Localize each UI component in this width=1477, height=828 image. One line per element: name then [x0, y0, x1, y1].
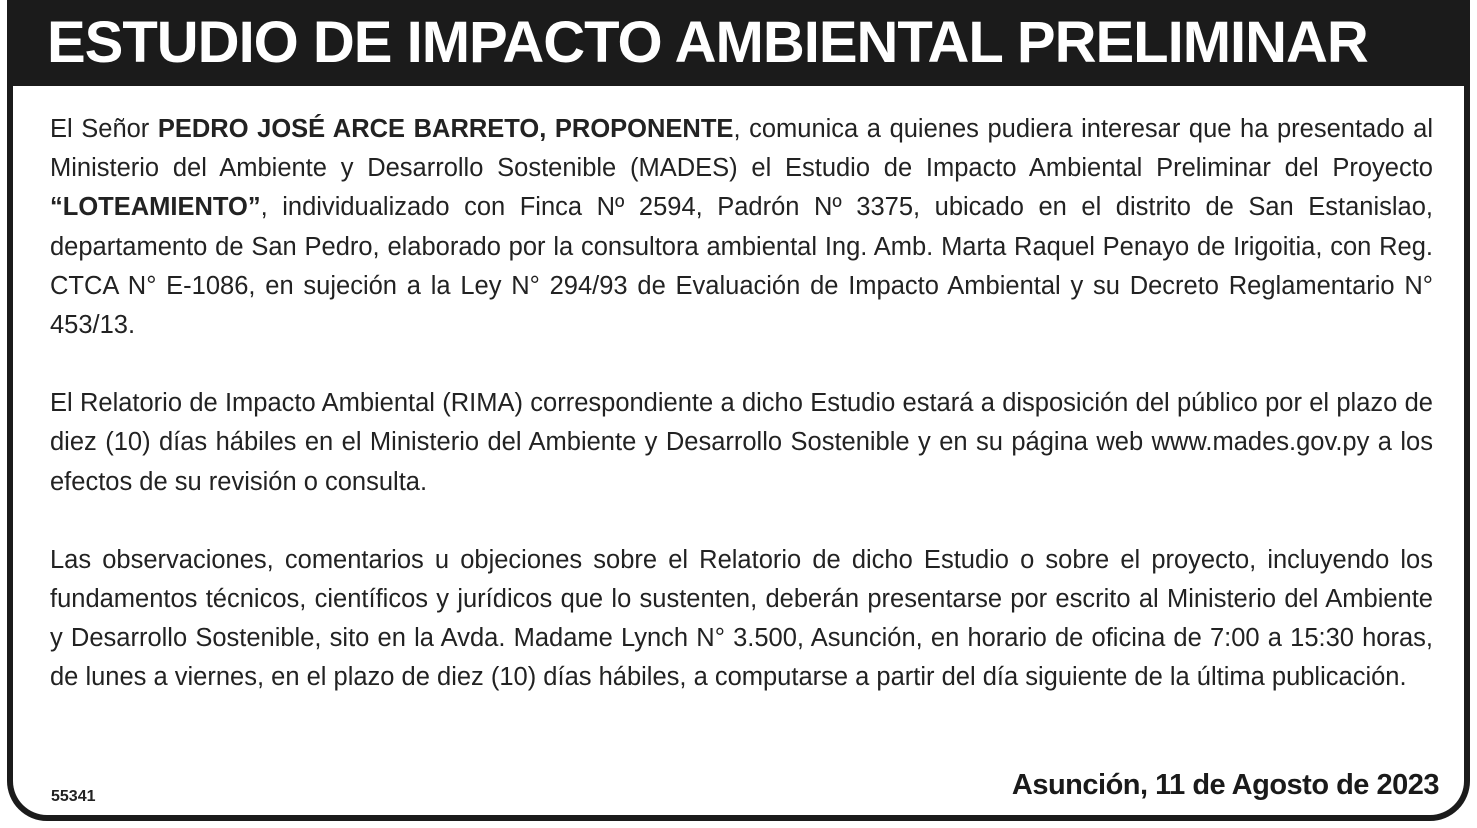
paragraph-1-intro: El Señor [50, 115, 158, 143]
project-name: “LOTEAMIENTO” [50, 193, 261, 222]
public-notice [7, 0, 1470, 821]
paragraph-rima: El Relatorio de Impacto Ambiental (RIMA) correspondiente a dicho Estudio estará a disposición del público por el plazo de diez (10) días hábiles en el Ministerio del Ambiente y Desarrollo Sostenible y en su página web www.mades.gov.py a los efectos de su revisión o consulta. [50, 389, 1433, 496]
reference-number: 55341 [51, 788, 96, 805]
paragraph-observations: Las observaciones, comentarios u objeciones sobre el Relatorio de dicho Estudio o sobre el proyecto, incluyendo los fundamentos técnicos, científicos y jurídicos que lo sustenten, deberán presentarse por escrito al Ministerio del Ambiente y Desarrollo Sostenible, sito en la Avda. Madame Lynch N° 3.500, Asunción, en horario de oficina de 7:00 a 15:30 horas, de lunes a viernes, en el plazo de diez (10) días hábiles, a computarse a partir del día siguiente de la última publicación. [50, 545, 1433, 692]
proponent-name: PEDRO JOSÉ ARCE BARRETO, PROPONENTE [157, 115, 734, 143]
paragraph-proponent [50, 110, 1433, 345]
notice-body [50, 110, 1433, 737]
notice-title: ESTUDIO DE IMPACTO AMBIENTAL PRELIMINAR [47, 10, 1368, 75]
paragraph-1-end: , individualizado con Finca Nº 2594, Padrón Nº 3375, ubicado en el distrito de San Estanislao, departamento de San Pedro, elaborado por la consultora ambiental Ing. Amb. Marta Raquel Penayo de Irigoitia, con Reg. CTCA N° E-1086, en sujeción a la Ley N° 294/93 de Evaluación de Impacto Ambiental y su Decreto Reglamentario N° 453/13. [50, 193, 1433, 340]
title-banner [7, 0, 1470, 86]
place-and-date: Asunción, 11 de Agosto de 2023 [1011, 769, 1439, 801]
paragraph-1-middle: , comunica a quienes pudiera interesar que ha presentado al Ministerio del Ambiente y Desarrollo Sostenible (MADES) el Estudio de Impacto Ambiental Preliminar del Proyecto [50, 115, 1433, 183]
